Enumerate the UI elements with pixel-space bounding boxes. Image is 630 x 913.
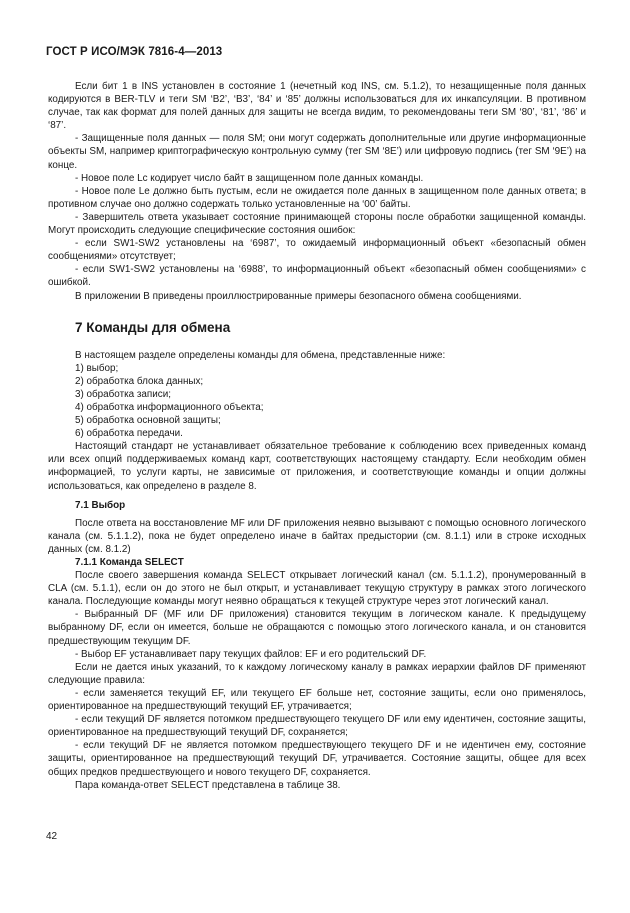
paragraph: Если бит 1 в INS установлен в состояние 1 (нечетный код INS, см. 5.1.2), то незащищенные поля данных кодируются в BER-TLV и теги SM ‘B2’, ‘B3’, ‘84’ и ‘85’ должны использоваться для их инкапсуляции. В противном случае, так как формат для полей данных для защиты не всегда видим, то рекомендованы теги SM ‘80’, ‘81’, ‘86’ и ‘87’. bbox=[48, 81, 586, 132]
paragraph: - если заменяется текущий EF, или текущего EF больше нет, состояние защиты, если оно применялось, ориентированное на предшествующий текущий EF, утрачивается; bbox=[48, 687, 586, 713]
paragraph: В настоящем разделе определены команды для обмена, представленные ниже: bbox=[75, 349, 446, 361]
paragraph: Если не дается иных указаний, то к каждому логическому каналу в рамках иерархии файлов DF применяют следующие правила: bbox=[48, 661, 586, 686]
section-heading-7: 7 Команды для обмена bbox=[75, 319, 231, 335]
paragraph: - если SW1-SW2 установлены на ‘6987’, то ожидаемый информационный объект «безопасный обмен сообщениями» отсутствует; bbox=[48, 238, 586, 263]
paragraph: Пара команда-ответ SELECT представлена в таблице 38. bbox=[75, 779, 341, 791]
paragraph: - если SW1-SW2 установлены на ‘6988’, то информационный объект «безопасный обмен сообщениями» с ошибкой. bbox=[48, 264, 586, 289]
list-item: 2) обработка блока данных; bbox=[75, 375, 204, 387]
list-item: 6) обработка передачи. bbox=[75, 428, 183, 440]
paragraph: После ответа на восстановление MF или DF приложения неявно вызывают с помощью основного логического канала (см. 5.1.1.2), пока не будет определено иначе в байтах предыстории (см. 8.1.1) или в строке исходных данных (см. 8.1.2) bbox=[48, 517, 586, 555]
running-header: ГОСТ Р ИСО/МЭК 7816-4—2013 bbox=[46, 46, 223, 58]
list-item: 5) обработка основной защиты; bbox=[75, 415, 221, 427]
list-item: 1) выбор; bbox=[75, 362, 119, 374]
page-number: 42 bbox=[46, 831, 58, 842]
paragraph: В приложении В приведены проиллюстрированные примеры безопасного обмена сообщениями. bbox=[75, 290, 522, 302]
section-heading-7-1: 7.1 Выбор bbox=[75, 499, 126, 511]
section-heading-7-1-1: 7.1.1 Команда SELECT bbox=[75, 557, 184, 568]
paragraph: - Защищенные поля данных — поля SM; они могут содержать дополнительные или другие информационные объекты SM, например криптографическую контрольную сумму (тег SM ‘8E’) или цифровую подпись (тег SM ‘9E’) на конце. bbox=[48, 133, 586, 171]
paragraph: - если текущий DF не является потомком предшествующего текущего DF и не идентичен ему, состояние защиты, ориентированное на предшествующий текущий DF, утрачивается. Состояние защиты, общее для всех общих предков предшествующего и нового текущего DF, сохраняется. bbox=[48, 740, 586, 778]
paragraph: - если текущий DF является потомком предшествующего текущего DF или ему идентичен, состояние защиты, ориентированное на предшествующий текущий DF, сохраняется; bbox=[48, 714, 586, 739]
page-content bbox=[48, 80, 586, 792]
paragraph: После своего завершения команда SELECT открывает логический канал (см. 5.1.1.2), пронумерованный в CLA (см. 5.1.1), если он до этого не был открыт, и устанавливает текущую структуру в рамках этого логического канала. Последующие команды могут неявно обращаться к текущей структуре через этот логический канал. bbox=[48, 570, 586, 608]
paragraph: - Завершитель ответа указывает состояние принимающей стороны после обработки защищенной команды. Могут происходить следующие специфические состояния ошибок: bbox=[48, 211, 586, 237]
paragraph: - Новое поле Lc кодирует число байт в защищенном поле данных команды. bbox=[75, 172, 424, 184]
paragraph: - Выбор EF устанавливает пару текущих файлов: EF и его родительский DF. bbox=[75, 648, 427, 660]
list-item: 3) обработка записи; bbox=[75, 388, 171, 400]
paragraph: Настоящий стандарт не устанавливает обязательное требование к соблюдению всех приведенных команд или всех опций поддерживаемых команд карт, соответствующих настоящему стандарту. Если необходим обмен информацией, то услуги карты, не зависимые от приложения, и соответствующие команды и опции должны использоваться, как определено в разделе 8. bbox=[48, 441, 586, 492]
paragraph: - Новое поле Le должно быть пустым, если не ожидается поле данных в защищенном поле данных ответа; в противном случае оно должно содержать только установленные на ‘00’ байты. bbox=[48, 185, 586, 210]
list-item: 4) обработка информационного объекта; bbox=[75, 401, 264, 413]
paragraph: - Выбранный DF (MF или DF приложения) становится текущим в логическом канале. К предыдущему выбранному DF, если он имеется, больше не обращаются с помощью этого логического канала, и он становится предшествующим текущим DF. bbox=[48, 609, 586, 647]
